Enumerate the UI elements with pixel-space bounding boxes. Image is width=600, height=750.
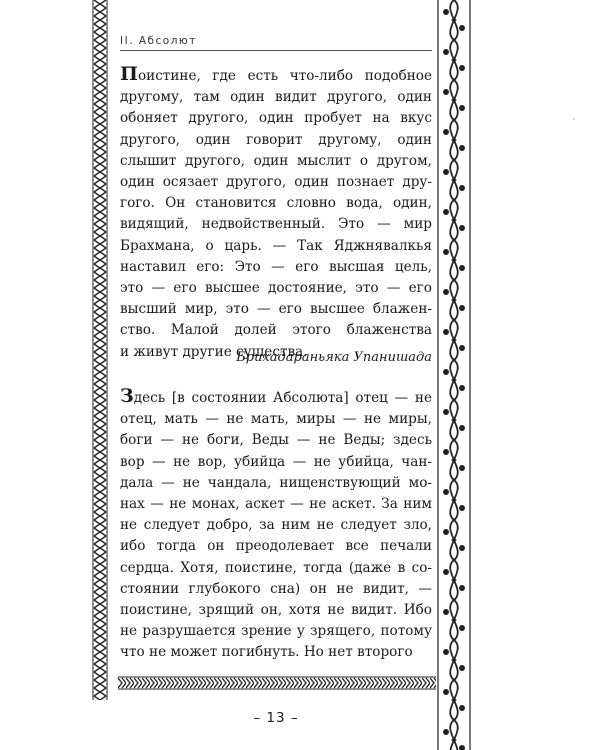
text-line: не разрушается зрение у зрящего, потому [120, 623, 432, 640]
text-line: сердца. Хотя, поистине, тогда (даже в со- [120, 559, 432, 576]
text-line: не следует добро, за ним не следует зло, [120, 517, 432, 534]
passage-1 [120, 65, 432, 363]
text-line: слышит другого, один мыслит о другом, [120, 152, 432, 169]
text-line: гого. Он становится словно вода, один, [120, 195, 432, 212]
drop-cap: П [120, 63, 138, 85]
text-line: стоянии глубокого сна) он не видит, — [120, 580, 432, 597]
source-attribution: Брихадараньяка Упанишада [236, 350, 432, 365]
page-number: – 13 – [253, 710, 299, 726]
running-header: II. Абсолют [120, 35, 197, 47]
text-line: дала — не чандала, нищенствующий мо- [120, 474, 432, 491]
text-line: наставил его: Это — его высшая цель, [120, 258, 432, 275]
text-line: что не может погибнуть. Но нет второго [120, 644, 413, 661]
bottom-ornamental-border [118, 676, 436, 690]
text-line: ство. Малой долей этого блаженства [120, 322, 432, 339]
text-line: Поистине, где есть что-либо подобное [120, 63, 432, 85]
text-line: отец, мать — не мать, миры — не миры, [120, 411, 432, 428]
text-line: Брахмана, о царь. — Так Яджнявалкья [120, 237, 432, 254]
text-line: поистине, зрящий он, хотя не видит. Ибо [120, 602, 432, 619]
text-line: видящий, недвойственный. Это — мир [120, 216, 432, 233]
drop-cap: З [120, 385, 134, 407]
text-line: один осязает другого, один познает дру- [120, 174, 432, 191]
text-line: нах — не монах, аскет — не аскет. За ним [120, 496, 432, 513]
header-rule [120, 50, 432, 51]
text-line: другому, там один видит другого, один [120, 89, 432, 106]
left-ornamental-border [92, 0, 108, 700]
text-line: вор — не вор, убийца — не убийца, чан- [120, 453, 432, 470]
text-line: высший мир, это — его высшее блажен- [120, 301, 432, 318]
passage-2 [120, 387, 432, 664]
text-line: другого, один говорит другому, один [120, 131, 432, 148]
text-line: ибо тогда он преодолевает все печали [120, 538, 432, 555]
scan-speck [573, 118, 575, 120]
text-line: боги — не боги, Веды — не Веды; здесь [120, 432, 432, 449]
right-floral-border [437, 0, 471, 750]
text-line: и живут другие существа. [120, 343, 308, 360]
text-line: обоняет другого, один пробует на вкус [120, 110, 432, 127]
text-line: Здесь [в состоянии Абсолюта] отец — не [120, 385, 432, 407]
text-line: это — его высшее достояние, это — его [120, 280, 432, 297]
